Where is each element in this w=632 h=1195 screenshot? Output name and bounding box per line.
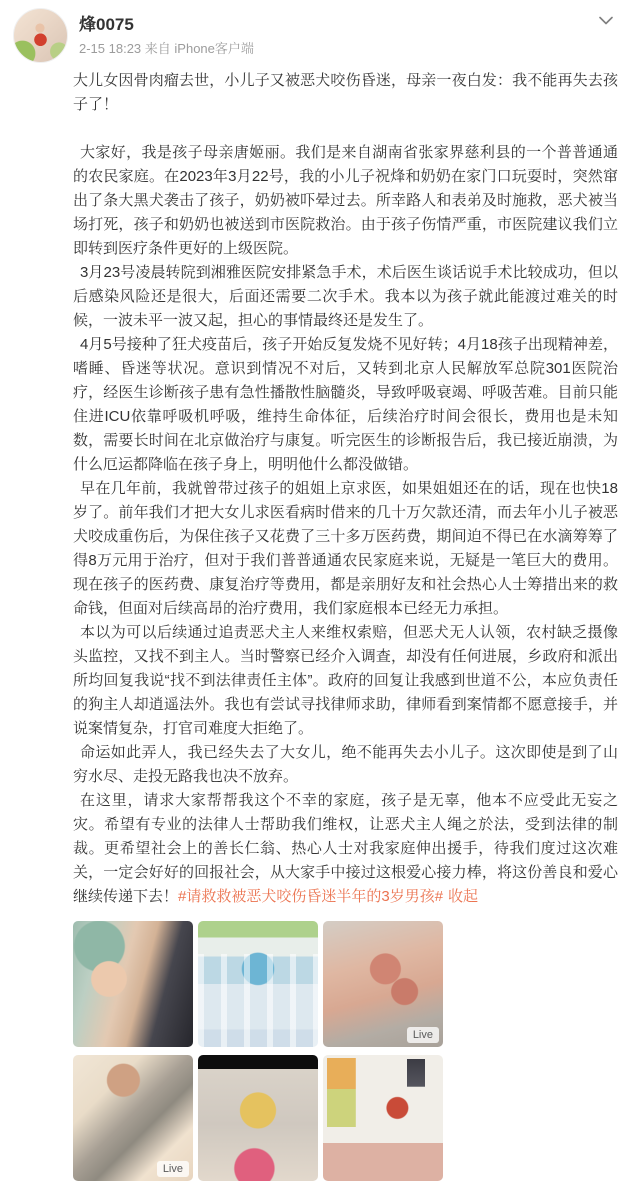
timestamp: 2-15 18:23 [79,41,142,56]
live-badge: Live [407,1027,439,1043]
photo-grid [73,921,443,1181]
post-paragraph: 3月23号凌晨转院到湘雅医院安排紧急手术，术后医生谈话说手术比较成功，但以后感染风险还是很大，后面还需要二次手术。我本以为孩子就此能渡过难关的时候，一波未平一波又起，担心的事情最终还是发生了。 [73,264,618,329]
post-title: 大儿女因骨肉瘤去世，小儿子又被恶犬咬伤昏迷，母亲一夜白发：我不能再失去孩子了！ [73,72,618,113]
post-paragraph: 命运如此弄人，我已经失去了大女儿，绝不能再失去小儿子。这次即使是到了山穷水尽、走投无路我也决不放弃。 [73,744,618,785]
username[interactable]: 烽0075 [79,15,134,34]
photo-thumbnail-6[interactable] [323,1055,443,1181]
source-link[interactable]: 来自 iPhone客户端 [144,41,254,56]
collapse-link[interactable]: 收起 [448,888,479,905]
live-badge: Live [157,1161,189,1177]
paragraph-text: 在这里，请求大家帮帮我这个不幸的家庭，孩子是无辜，他本不应受此无妄之灾。希望有专业的法律人士帮助我们维权，让恶犬主人绳之於法，受到法律的制裁。更希望社会上的善长仁翁、热心人士对我家庭伸出援手，待我们度过这次难关，一定会好好的回报社会，从大家手中接过这根爱心接力棒，将这份善良和爱心继续传递下去！ [73,792,618,905]
photo-thumbnail-2[interactable] [198,921,318,1047]
avatar[interactable] [13,8,68,63]
photo-thumbnail-3[interactable] [323,921,443,1047]
photo-thumbnail-4[interactable] [73,1055,193,1181]
post-meta [79,40,254,57]
photo-thumbnail-1[interactable] [73,921,193,1047]
hashtag-link[interactable]: #请救救被恶犬咬伤昏迷半年的3岁男孩# [178,888,444,905]
post-paragraph: 4月5号接种了狂犬疫苗后，孩子开始反复发烧不见好转；4月18孩子出现精神差，嗜睡、昏迷等状况。意识到情况不对后，又转到北京人民解放军总院301医院治疗，经医生诊断孩子患有急性播散性脑髓炎，导致呼吸衰竭、呼吸苦难。目前只能住进ICU依靠呼吸机呼吸，维持生命体征，后续治疗时间会很长，费用也是未知数，需要长时间在北京做治疗与康复。听完医生的诊断报告后，我已接近崩溃，为什么厄运都降临在孩子身上，明明他什么都没做错。 [73,336,618,473]
post-paragraph: 本以为可以后续通过追责恶犬主人来维权索赔，但恶犬无人认领，农村缺乏摄像头监控，又找不到主人。当时警察已经介入调查，却没有任何进展，乡政府和派出所均回复我说“找不到法律责任主体”。政府的回复让我感到世道不公，本应负责任的狗主人却逍遥法外。我也有尝试寻找律师求助，律师看到案情都不愿意接手，并说案情复杂，打官司难度大拒绝了。 [73,624,618,737]
post-paragraph [73,789,618,909]
post-paragraph: 早在几年前，我就曾带过孩子的姐姐上京求医，如果姐姐还在的话，现在也快18岁了。前年我们才把大女儿求医看病时借来的几十万欠款还清，而去年小儿子被恶犬咬成重伤后，为保住孩子又花费了三十多万医药费，期间迫不得已在水滴筹筹了得8万元用于治疗，但对于我们普普通通农民家庭来说，无疑是一笔巨大的费用。现在孩子的医药费、康复治疗等费用，都是亲朋好友和社会热心人士筹措出来的救命钱，但面对后续高昂的治疗费用，我们家庭根本已经无力承担。 [73,480,618,617]
post-paragraph: 大家好，我是孩子母亲唐姬丽。我们是来自湖南省张家界慈利县的一个普普通通的农民家庭。在2023年3月22号，我的小儿子祝烽和奶奶在家门口玩耍时，突然窜出了条大黑犬袭击了孩子，奶奶被吓晕过去。所幸路人和表弟及时施救，恶犬被当场打死，孩子和奶奶也被送到市医院救治。由于孩子伤情严重，市医院建议我们立即转到医疗条件更好的上级医院。 [73,144,618,257]
chevron-down-icon[interactable] [598,12,614,28]
post-content [73,69,618,909]
post-header [13,8,618,63]
photo-thumbnail-5[interactable] [198,1055,318,1181]
